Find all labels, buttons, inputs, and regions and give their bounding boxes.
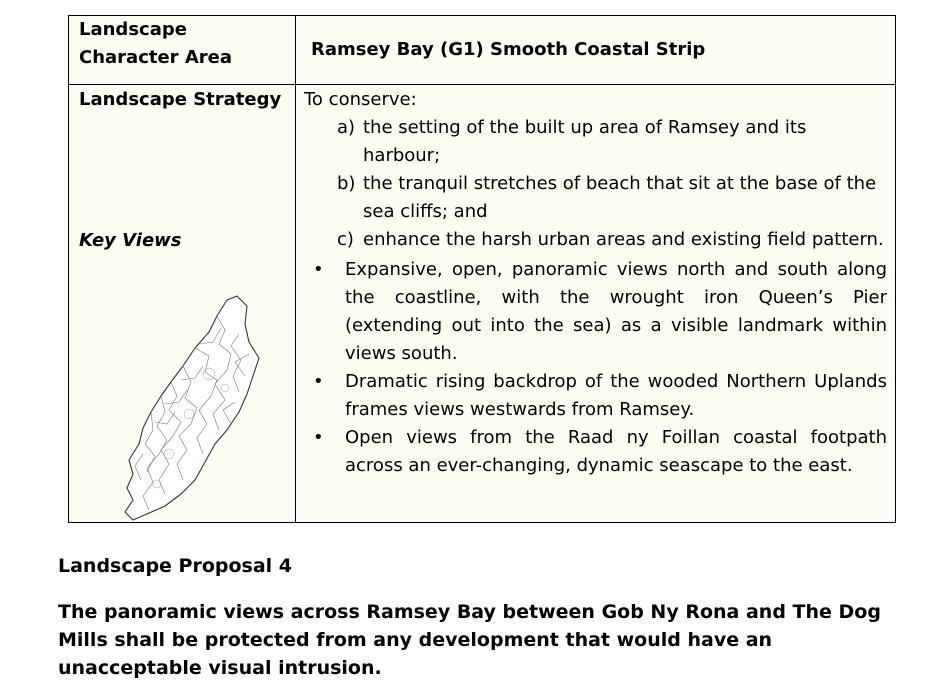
key-views-list <box>309 256 887 480</box>
strategy-item <box>337 114 887 170</box>
strategy-item-text: enhance the harsh urban areas and existing field pattern. <box>363 229 884 250</box>
key-view-text: Open views from the Raad ny Foillan coastal footpath across an ever-changing, dynamic seascape to the east. <box>345 427 887 476</box>
strategy-item-marker: c) <box>337 229 354 250</box>
key-view-item <box>309 368 887 424</box>
key-view-item <box>309 424 887 480</box>
strategy-intro: To conserve: <box>304 89 417 110</box>
landscape-strategy-label: Landscape Strategy <box>79 89 282 110</box>
character-area-title: Ramsey Bay (G1) Smooth Coastal Strip <box>311 39 706 60</box>
table-column-divider <box>295 16 296 522</box>
key-view-text: Expansive, open, panoramic views north and south along the coastline, with the wrought iron Queen’s Pier (extending out into the sea) as a visible landmark within views south. <box>345 259 887 364</box>
table-row-divider <box>69 84 895 85</box>
strategy-item-marker: a) <box>337 117 356 138</box>
proposal-text: The panoramic views across Ramsey Bay between Gob Ny Rona and The Dog Mills shall be protected from any development that would have an unacceptable visual intrusion. <box>58 601 881 679</box>
character-area-label: Landscape Character Area <box>79 19 232 68</box>
strategy-item <box>337 226 887 254</box>
key-view-item <box>309 256 887 368</box>
key-views-label: Key Views <box>79 230 182 251</box>
bullet-icon: • <box>313 259 324 280</box>
bullet-icon: • <box>313 371 324 392</box>
bullet-icon: • <box>313 427 324 448</box>
strategy-list <box>337 114 887 254</box>
proposal-title: Landscape Proposal 4 <box>58 555 293 577</box>
strategy-item-text: the setting of the built up area of Ramsey and its harbour; <box>363 117 807 166</box>
strategy-item-marker: b) <box>337 173 356 194</box>
key-view-text: Dramatic rising backdrop of the wooded Northern Uplands frames views westwards from Ramsey. <box>345 371 887 420</box>
landscape-table <box>68 15 896 523</box>
strategy-item <box>337 170 887 226</box>
isle-of-man-map-icon <box>99 284 269 522</box>
strategy-item-text: the tranquil stretches of beach that sit at the base of the sea cliffs; and <box>363 173 877 222</box>
